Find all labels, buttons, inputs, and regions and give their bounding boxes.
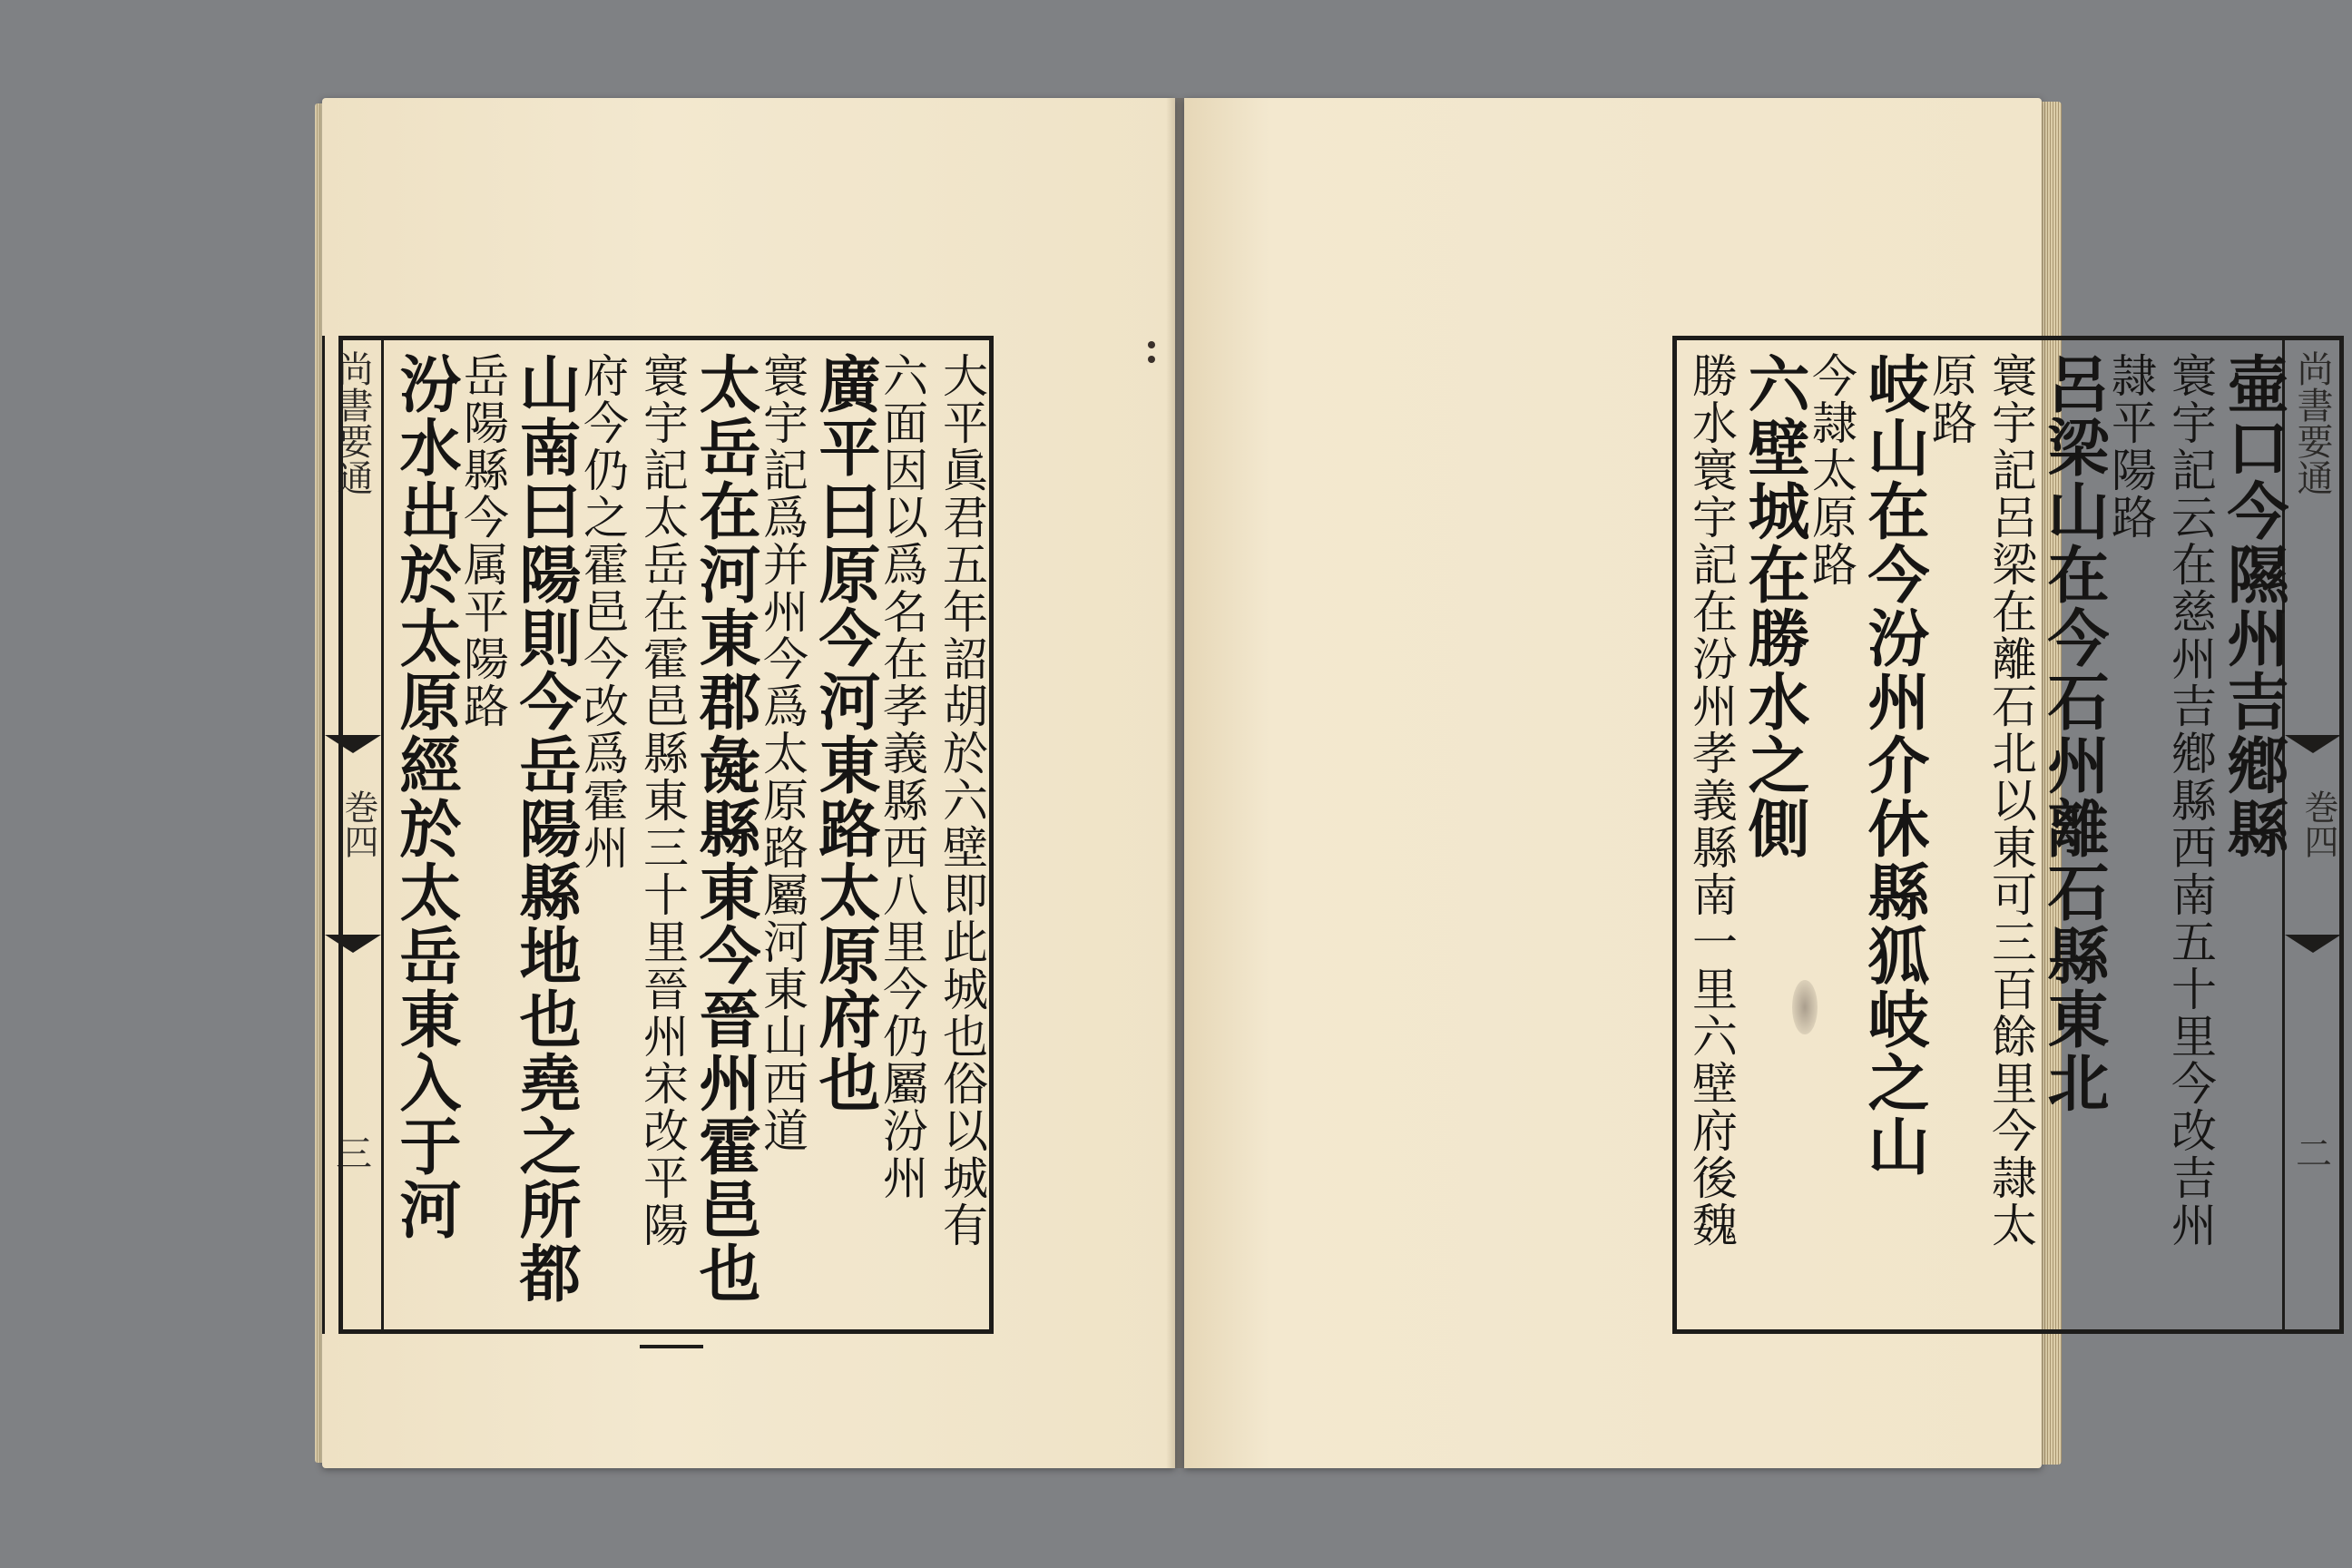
ban-title: 尚書要通 <box>2291 350 2333 495</box>
text-column: 岐山在今汾州介休縣狐岐之山 <box>1857 352 1930 1178</box>
ban-title: 尚書要通 <box>331 350 373 495</box>
ban-page-number: 二 <box>2296 1133 2332 1175</box>
text-column: 寰宇記爲并州今爲太原路屬河東山西道 <box>756 352 808 1154</box>
text-column: 寰宇記呂梁在離石北以東可三百餘里今隷太 <box>1984 352 2037 1249</box>
text-column: 大平眞君五年詔胡於六壁即此城也俗以城有 <box>936 352 988 1249</box>
text-column: 寰宇記太岳在霍邑縣東三十里晉州宋改平陽 <box>636 352 689 1249</box>
text-column: 呂梁山在今石州離石縣東北 <box>2037 352 2110 1114</box>
text-column: 廣平曰原今河東路太原府也 <box>808 352 881 1114</box>
text-column: 岳陽縣今属平陽路 <box>456 352 509 730</box>
ban-page-number: 三 <box>336 1133 372 1175</box>
text-column: 山南曰陽則今岳陽縣地也堯之所都 <box>509 352 582 1305</box>
text-column: 六壁城在勝水之側 <box>1738 352 1810 860</box>
ban-volume: 巻四 <box>2298 789 2338 858</box>
text-column: 太岳在河東郡彘縣東今晉州霍邑也 <box>689 352 761 1305</box>
open-book <box>322 98 2338 1468</box>
fish-tail-mark <box>2285 935 2341 955</box>
left-page <box>322 98 1175 1468</box>
text-column: 隷平陽路 <box>2104 352 2157 541</box>
text-column: 今隷太原路 <box>1805 352 1857 588</box>
paper-stain <box>1792 980 1818 1034</box>
text-column: 汾水出於太原經於太岳東入于河 <box>389 352 462 1241</box>
text-column: 原路 <box>1925 352 1977 446</box>
text-column: 六面因以爲名在孝義縣西八里今仍屬汾州 <box>876 352 928 1201</box>
text-column: 寰宇記云在慈州吉鄕縣西南五十里今改吉州 <box>2164 352 2217 1249</box>
text-column: 府今仍之霍邑今改爲霍州 <box>576 352 629 871</box>
ban-volume: 巻四 <box>338 789 378 858</box>
printer-rule <box>640 1345 703 1348</box>
text-column: 壷口今隰州吉鄕縣 <box>2217 352 2289 860</box>
text-column: 勝水寰宇記在汾州孝義縣南一里六壁府後魏 <box>1685 352 1738 1249</box>
right-page <box>1184 98 2338 1468</box>
